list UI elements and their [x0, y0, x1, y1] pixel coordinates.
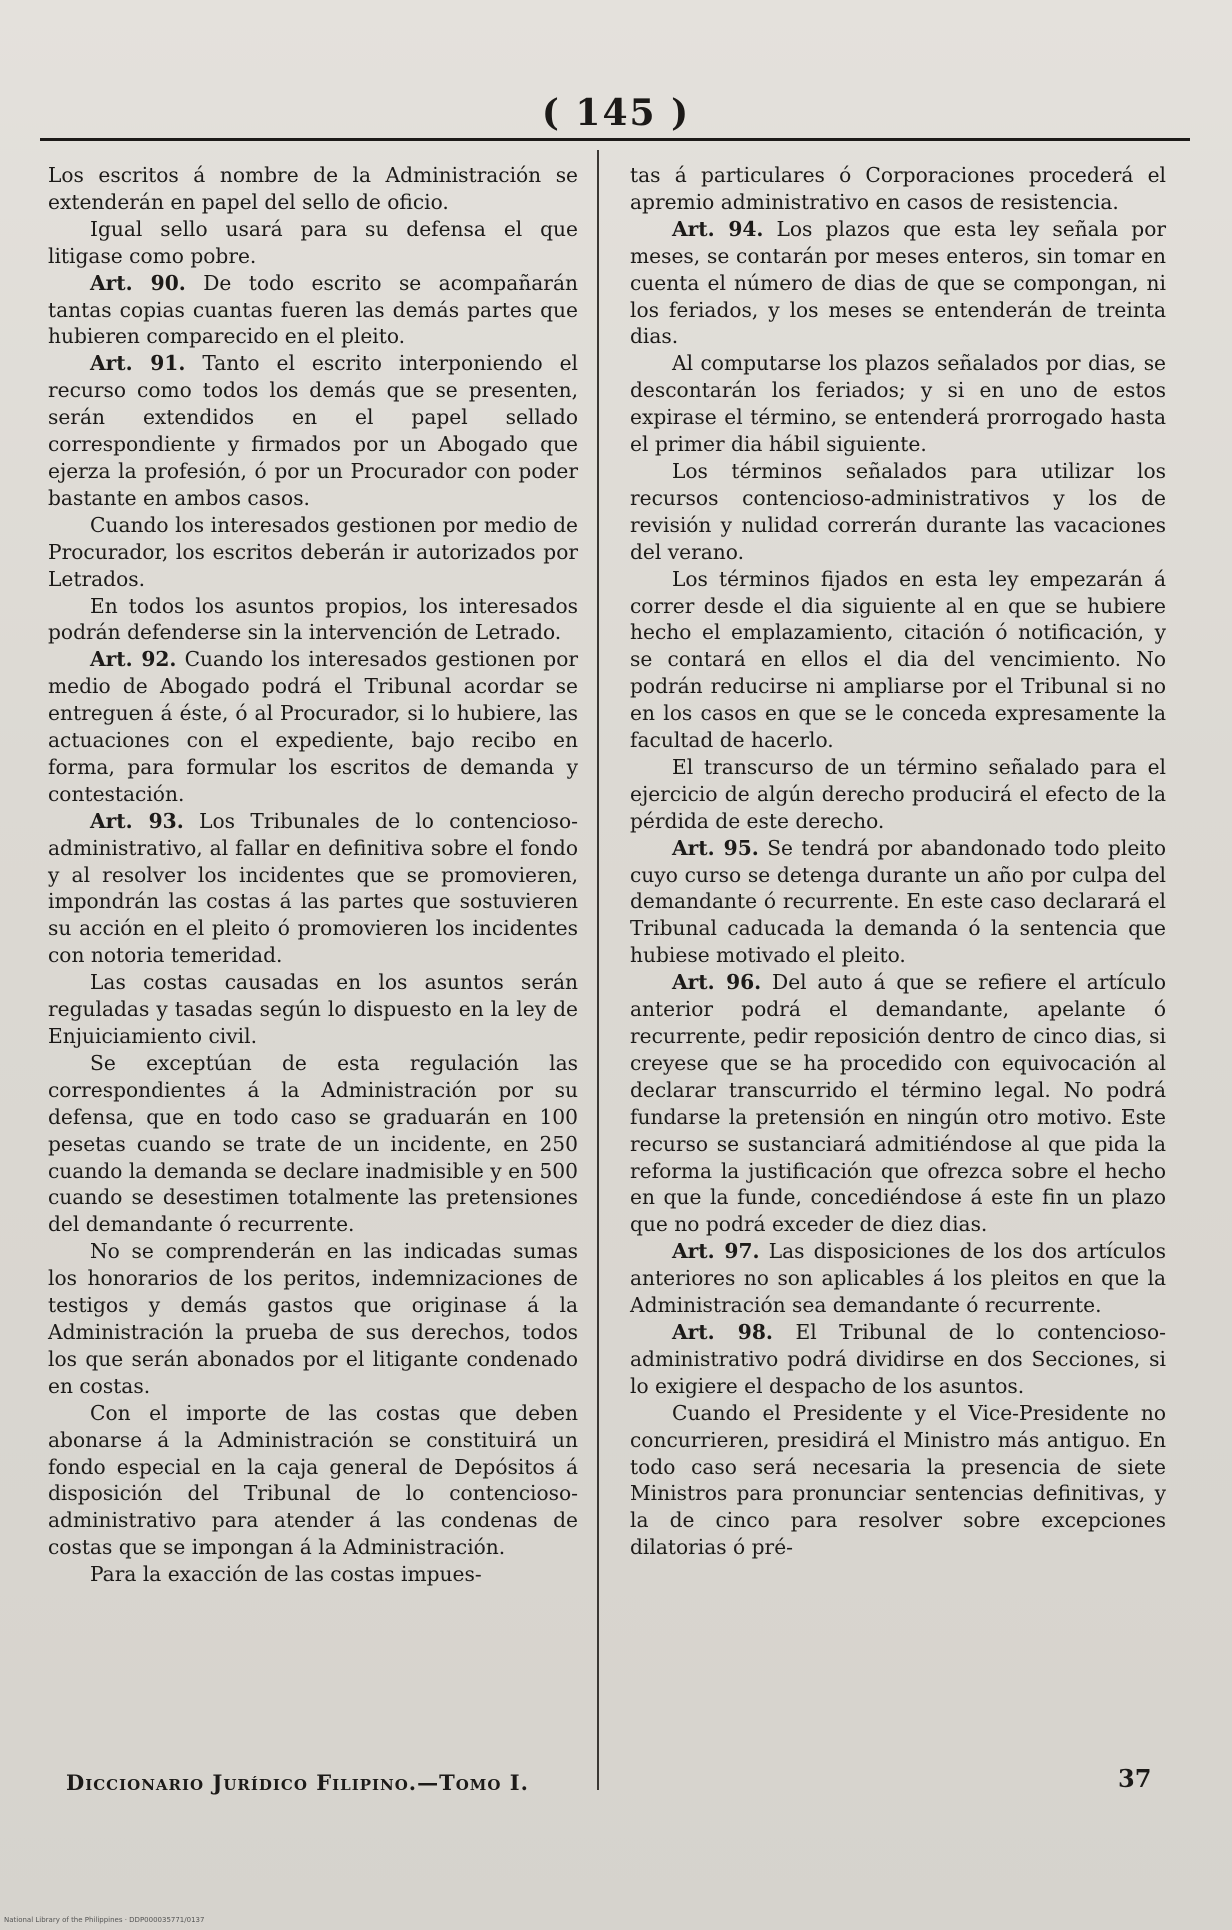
article-label: Art. 98. [672, 1319, 773, 1344]
paragraph-text: Se exceptúan de esta regulación las correspondientes á la Administración por su defensa, que en todo caso se graduarán en 100 pesetas cuando se trate de un incidente, en 250 cuando la demanda se declare inadmisible y en 500 cuando se desestimen totalmente las pretensiones del demandante ó recurrente. [48, 1050, 578, 1237]
paragraph-text: Igual sello usará para su defensa el que litigase como pobre. [48, 216, 578, 268]
paragraph-text: Para la exacción de las costas impues- [90, 1562, 482, 1587]
paragraph [630, 162, 1166, 216]
running-footer: Diccionario Jurídico Filipino.—Tomo I. [66, 1770, 529, 1795]
paragraph-text: Tanto el escrito interponiendo el recurso como todos los demás que se presenten, serán extendidos en el papel sellado correspondiente y firmados por un Abogado que ejerza la profesión, ó por un Procurador con poder bastante en ambos casos. [48, 351, 578, 510]
paragraph [48, 1238, 578, 1399]
article-paragraph [48, 350, 578, 511]
paragraph [48, 1400, 578, 1561]
paragraph-text: Los términos fijados en esta ley empezarán á correr desde el dia siguiente al en que se hubiere hecho el emplazamiento, citación ó notificación, y se contará en ellos el dia del vencimiento. No podrán reducirse ni ampliarse por el Tribunal si no en los casos en que se le conceda expresamente la facultad de hacerlo. [630, 566, 1166, 753]
paragraph-text: El transcurso de un término señalado para el ejercicio de algún derecho producirá el efecto de la pérdida de este derecho. [630, 754, 1166, 833]
article-label: Art. 94. [672, 216, 764, 241]
article-label: Art. 91. [90, 351, 186, 376]
paragraph [48, 969, 578, 1050]
paragraph-text: En todos los asuntos propios, los interesados podrán defenderse sin la intervención de Letrado. [48, 593, 578, 645]
paragraph [48, 1050, 578, 1238]
paragraph [48, 1561, 578, 1588]
paragraph-text: Cuando el Presidente y el Vice-Presidente no concurrieren, presidirá el Ministro más antiguo. En todo caso será necesaria la presencia de siete Ministros para pronunciar sentencias definitivas, y la de cinco para resolver sobre excepciones dilatorias ó pré- [630, 1400, 1166, 1560]
article-paragraph [48, 808, 578, 969]
paragraph-text: Al computarse los plazos señalados por dias, se descontarán los feriados; y si en uno de estos expirase el término, se entenderá prorrogado hasta el primer dia hábil siguiente. [630, 351, 1166, 457]
paragraph-text: Se tendrá por abandonado todo pleito cuyo curso se detenga durante un año por culpa del demandante ó recurrente. En este caso declarará el Tribunal caducada la demanda ó la sentencia que hubiese motivado el pleito. [630, 835, 1166, 968]
article-label: Art. 96. [672, 970, 762, 995]
paragraph-text: Los términos señalados para utilizar los recursos contencioso-administrativos y los de revisión y nulidad correrán durante las vacaciones del verano. [630, 458, 1166, 564]
article-paragraph [630, 1319, 1166, 1400]
paragraph-text: Cuando los interesados gestionen por medio de Abogado podrá el Tribunal acordar se entreguen á éste, ó al Procurador, si lo hubiere, las actuaciones con el expediente, bajo recibo en forma, para formular los escritos de demanda y contestación. [48, 647, 578, 806]
article-paragraph [48, 270, 578, 351]
article-paragraph [630, 1238, 1166, 1319]
paragraph-text: No se comprenderán en las indicadas sumas los honorarios de los peritos, indemnizaciones de testigos y demás gastos que originase á la Administración la prueba de sus derechos, todos los que serán abonados por el litigante condenado en costas. [48, 1239, 578, 1398]
article-label: Art. 93. [90, 808, 184, 833]
page-number: ( 145 ) [541, 92, 691, 134]
paragraph-text: tas á particulares ó Corporaciones procederá el apremio administrativo en casos de resistencia. [630, 163, 1166, 214]
paragraph [630, 1400, 1166, 1561]
paragraph [48, 593, 578, 647]
header-rule [40, 138, 1190, 141]
paragraph-text: Las disposiciones de los dos artículos anteriores no son aplicables á los pleitos en que la Administración sea demandante ó recurrente. [630, 1239, 1166, 1318]
article-label: Art. 90. [90, 270, 186, 295]
digitization-imprint: National Library of the Philippines · DDP000035771/0137 [4, 1916, 205, 1924]
paragraph-text: Los escritos á nombre de la Administración se extenderán en papel del sello de oficio. [48, 163, 578, 214]
left-column [48, 162, 578, 1588]
paragraph-text: El Tribunal de lo contencioso-administrativo podrá dividirse en dos Secciones, si lo exigiere el despacho de los asuntos. [630, 1319, 1166, 1398]
article-paragraph [630, 216, 1166, 351]
paragraph [48, 216, 578, 270]
paragraph [48, 162, 578, 216]
paragraph [630, 566, 1166, 754]
paragraph [48, 512, 578, 593]
paragraph [630, 350, 1166, 458]
article-label: Art. 97. [672, 1239, 760, 1264]
paragraph-text: Los plazos que esta ley señala por meses, se contarán por meses enteros, sin tomar en cuenta el número de dias de que se compongan, ni los feriados, y los meses se entenderán de treinta dias. [630, 216, 1166, 349]
paragraph [630, 754, 1166, 835]
paragraph-text: Cuando los interesados gestionen por medio de Procurador, los escritos deberán ir autorizados por Letrados. [48, 512, 578, 591]
article-paragraph [630, 969, 1166, 1238]
right-column [630, 162, 1166, 1561]
paragraph-text: Las costas causadas en los asuntos serán reguladas y tasadas según lo dispuesto en la ley de Enjuiciamiento civil. [48, 970, 578, 1048]
paragraph-text: De todo escrito se acompañarán tantas copias cuantas fueren las demás partes que hubieren comparecido en el pleito. [48, 270, 578, 349]
article-paragraph [630, 835, 1166, 970]
article-label: Art. 92. [90, 647, 177, 672]
paragraph-text: Los Tribunales de lo contencioso-administrativo, al fallar en definitiva sobre el fondo y al resolver los incidentes que se promovieren, impondrán las costas á las partes que sostuvieren su acción en el pleito ó promovieren los incidentes con notoria temeridad. [48, 808, 578, 968]
column-divider [597, 150, 599, 1790]
paragraph [630, 458, 1166, 566]
signature-mark: 37 [1118, 1764, 1152, 1793]
article-label: Art. 95. [672, 835, 759, 860]
paragraph-text: Del auto á que se refiere el artículo anterior podrá el demandante, apelante ó recurrente, pedir reposición dentro de cinco dias, si creyese que se ha procedido con equivocación al declarar transcurrido el término legal. No podrá fundarse la pretensión en ningún otro motivo. Este recurso se sustanciará admitiéndose al que pida la reforma la justificación que ofrezca sobre el hecho en que la funde, concediéndose á este fin un plazo que no podrá exceder de diez dias. [630, 970, 1166, 1237]
paragraph-text: Con el importe de las costas que deben abonarse á la Administración se constituirá un fondo especial en la caja general de Depósitos á disposición del Tribunal de lo contencioso-administrativo para atender á las condenas de costas que se impongan á la Administración. [48, 1400, 578, 1560]
article-paragraph [48, 646, 578, 807]
